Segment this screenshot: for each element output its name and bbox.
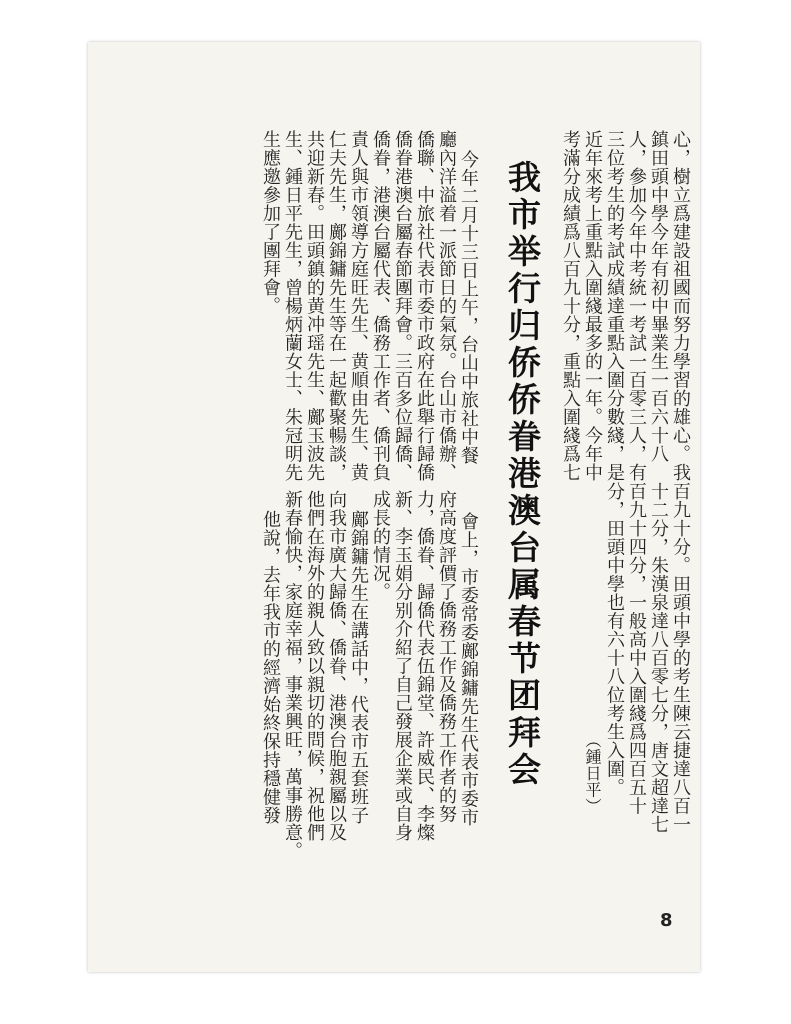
continued-line-3: 百九十四分，一般高中入圍綫爲四百五十 (626, 482, 647, 815)
article2-line-9: 新春愉快，家庭幸福，事業興旺，萬事勝意。 (282, 490, 303, 860)
top-line-5: 近年來考上重點入圍綫最多的一年。今年中 (582, 130, 603, 482)
article1-line-6: 責人與市領導方庭旺先生、黄順由先生、黄 (348, 130, 369, 482)
top-line-6: 考滿分成績爲八百九十分，重點入圍綫爲七 (560, 130, 581, 482)
article1-line-10: 生應邀參加了團拜會。 (260, 130, 281, 315)
article2-line-1: 會上，市委常委鄺錦鏞先生代表市委市 (458, 512, 479, 827)
continued-line-2: 十二分，朱漢泉達八百零七分，唐文超達七 (648, 482, 669, 834)
article2-line-10: 他說，去年我市的經濟始終保持穩健發 (260, 510, 281, 825)
article1-line-5: 僑眷，港澳台屬代表、僑務工作者、僑刊負 (370, 130, 391, 482)
article2-line-4: 新、李玉娟分别介紹了自己發展企業或自身 (392, 490, 413, 842)
top-line-3: 人，參加今年中考統一考試一百零三人，有 (626, 130, 647, 482)
article1-line-8: 共迎新春。田頭鎮的黄冲瑶先生、鄺玉波先 (304, 130, 325, 482)
article2-line-6: 鄺錦鏞先生在講話中，代表市五套班子 (348, 510, 369, 825)
continued-line-4: 分，田頭中學也有六十八位考生入圍。 (604, 482, 625, 797)
document-page (88, 42, 700, 972)
top-line-1: 心，樹立爲建設祖國而努力學習的雄心。我 (670, 130, 691, 482)
article1-line-3: 僑聯、中旅社代表市委市政府在此舉行歸僑 (414, 130, 435, 482)
article1-line-9: 生、鍾日平先生，曾楊炳蘭女士、朱冠明先 (282, 130, 303, 482)
top-line-4: 三位考生的考試成績達重點入圍分數綫，是 (604, 130, 625, 482)
article2-line-7: 向我市廣大歸僑、僑眷、港澳台胞親屬以及 (326, 490, 347, 842)
top-line-2: 鎮田頭中學今年有初中畢業生一百六十八 (648, 130, 669, 463)
article1-line-1: 今年二月十三日上午，台山中旅社中餐 (458, 150, 479, 465)
page-number: 8 (660, 910, 673, 931)
continued-line-1: 百九十分。田頭中學的考生陳云捷達八百一 (670, 482, 691, 834)
article2-line-5: 成長的情况。 (370, 490, 391, 601)
article2-line-8: 他們在海外的親人致以親切的問候，祝他們 (304, 490, 325, 842)
signature: （鍾日平） (583, 732, 602, 815)
article1-line-2: 廳內洋溢着一派節日的氣氛。台山市僑辦、 (436, 130, 457, 482)
article1-line-4: 僑眷港澳台屬春節團拜會。三百多位歸僑、 (392, 130, 413, 482)
article-title: 我市举行归侨侨眷港澳台属春节团拜会 (503, 160, 542, 789)
article2-line-3: 力，僑眷、歸僑代表伍錦堂、許威民、李燦 (414, 490, 435, 842)
article2-line-2: 府高度評價了僑務工作及僑務工作者的努 (436, 490, 457, 823)
article1-line-7: 仁夫先生，鄺錦鏞先生等在一起歡聚暢談， (326, 130, 347, 482)
